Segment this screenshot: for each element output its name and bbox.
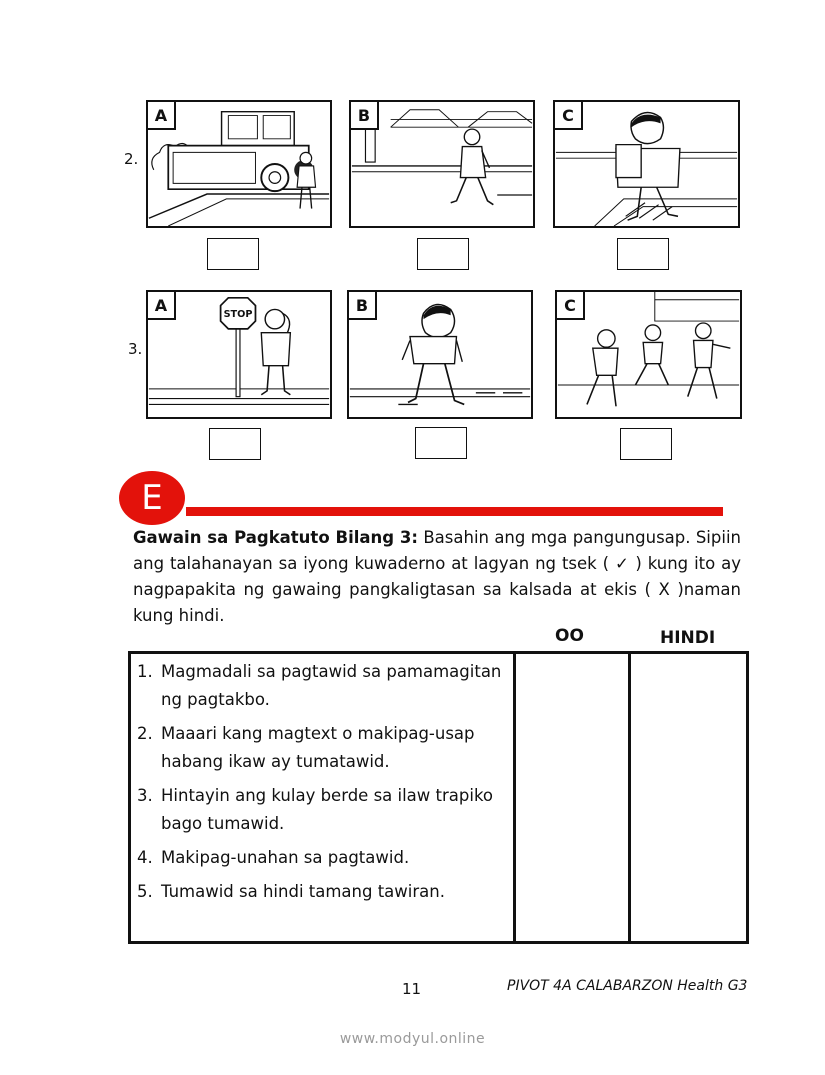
- column-header-hindi: HINDI: [660, 628, 716, 648]
- statement-text: Maaari kang magtext o makipag-usap habang ikaw ay tumatawid.: [161, 724, 475, 771]
- answer-box-2a[interactable]: [207, 238, 259, 270]
- panel-letter: C: [555, 290, 585, 320]
- picture-panel-2c: [553, 100, 740, 228]
- list-item: 5. Tumawid sa hindi tamang tawiran.: [137, 882, 445, 901]
- statement-text: Magmadali sa pagtawid sa pamamagitan ng pagtakbo.: [161, 662, 502, 709]
- list-item: 3. Hintayin ang kulay berde sa ilaw trapiko bago tumawid.: [137, 786, 494, 833]
- answer-box-3a[interactable]: [209, 428, 261, 460]
- statement-text: Hintayin ang kulay berde sa ilaw trapiko bago tumawid.: [161, 786, 494, 833]
- statement-text: Tumawid sa hindi tamang tawiran.: [161, 882, 445, 901]
- section-badge: E: [119, 471, 185, 525]
- activity-text: Basahin ang mga pangungusap. Sipiin ang talahanayan sa iyong kuwaderno at lagyan ng tsek ( ✓ ) kung ito ay nagpapakita ng gawaing pangkaligtasan sa kalsada at ekis ( X )naman kung hindi.: [133, 528, 741, 625]
- picture-panel-2b: [349, 100, 535, 228]
- row-number-3: 3.: [128, 340, 143, 358]
- activity-instructions: [133, 525, 741, 629]
- series-label: PIVOT 4A CALABARZON Health G3: [507, 978, 748, 994]
- answer-table: [128, 651, 749, 944]
- table-divider: [513, 654, 516, 941]
- list-item: 4. Makipag-unahan sa pagtawid.: [137, 848, 410, 867]
- watermark: www.modyul.online: [339, 1031, 486, 1047]
- panel-letter: A: [146, 290, 176, 320]
- list-item: 2. Maaari kang magtext o makipag-usap habang ikaw ay tumatawid.: [137, 724, 475, 771]
- activity-title: Gawain sa Pagkatuto Bilang 3:: [133, 528, 418, 547]
- statement-text: Makipag-unahan sa pagtawid.: [161, 848, 410, 867]
- table-divider: [628, 654, 631, 941]
- row-number-2: 2.: [124, 150, 139, 168]
- panel-letter: B: [349, 100, 379, 130]
- answer-box-3c[interactable]: [620, 428, 672, 460]
- picture-panel-3b: [347, 290, 533, 419]
- section-divider: [186, 507, 723, 516]
- panel-letter: B: [347, 290, 377, 320]
- answer-box-2b[interactable]: [417, 238, 469, 270]
- stop-sign-text: STOP: [223, 309, 253, 321]
- picture-panel-3c: [555, 290, 742, 419]
- answer-cell-oo[interactable]: [517, 654, 627, 941]
- answer-box-3b[interactable]: [415, 427, 467, 459]
- page-number: 11: [402, 980, 422, 998]
- answer-cell-hindi[interactable]: [632, 654, 746, 941]
- picture-panel-3a: [146, 290, 332, 419]
- answer-box-2c[interactable]: [617, 238, 669, 270]
- list-item: 1. Magmadali sa pagtawid sa pamamagitan ng pagtakbo.: [137, 662, 502, 709]
- statement-list: [135, 658, 513, 912]
- picture-panel-2a: [146, 100, 332, 228]
- panel-letter: A: [146, 100, 176, 130]
- column-header-oo: OO: [555, 626, 584, 646]
- panel-letter: C: [553, 100, 583, 130]
